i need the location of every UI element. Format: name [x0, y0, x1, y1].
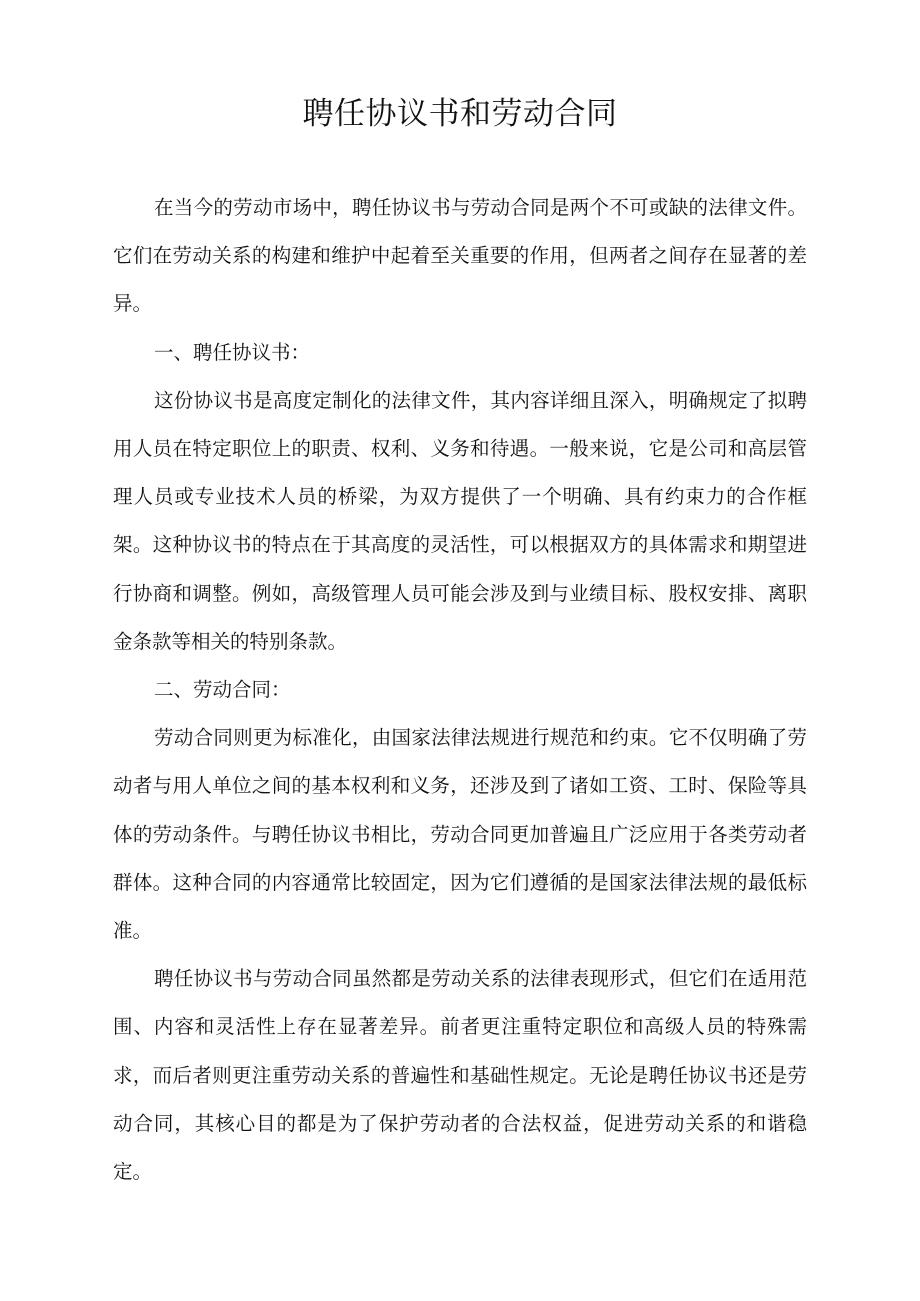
paragraph-appointment-agreement: 这份协议书是高度定制化的法律文件，其内容详细且深入，明确规定了拟聘用人员在特定职位上的职责、权利、义务和待遇。一般来说，它是公司和高层管理人员或专业技术人员的桥梁，为双方提供了一个明确、具有约束力的合作框架。这种协议书的特点在于其高度的灵活性，可以根据双方的具体需求和期望进行协商和调整。例如，高级管理人员可能会涉及到与业绩目标、股权安排、离职金条款等相关的特别条款。 [113, 388, 807, 653]
section-heading-appointment-agreement: 一、聘任协议书： [154, 340, 311, 364]
paragraph-conclusion: 聘任协议书与劳动合同虽然都是劳动关系的法律表现形式，但它们在适用范围、内容和灵活性上存在显著差异。前者更注重特定职位和高级人员的特殊需求，而后者则更注重劳动关系的普遍性和基础性规定。无论是聘任协议书还是劳动合同，其核心目的都是为了保护劳动者的合法权益，促进劳动关系的和谐稳定。 [113, 967, 807, 1184]
paragraph-labor-contract: 劳动合同则更为标准化，由国家法律法规进行规范和约束。它不仅明确了劳动者与用人单位之间的基本权利和义务，还涉及到了诸如工资、工时、保险等具体的劳动条件。与聘任协议书相比，劳动合同更加普遍且广泛应用于各类劳动者群体。这种合同的内容通常比较固定，因为它们遵循的是国家法律法规的最低标准。 [113, 726, 807, 943]
paragraph-intro: 在当今的劳动市场中，聘任协议书与劳动合同是两个不可或缺的法律文件。它们在劳动关系的构建和维护中起着至关重要的作用，但两者之间存在显著的差异。 [113, 196, 807, 316]
section-heading-labor-contract: 二、劳动合同： [154, 678, 291, 702]
document-title: 聘任协议书和劳动合同 [302, 96, 618, 132]
document-body [113, 184, 807, 1196]
